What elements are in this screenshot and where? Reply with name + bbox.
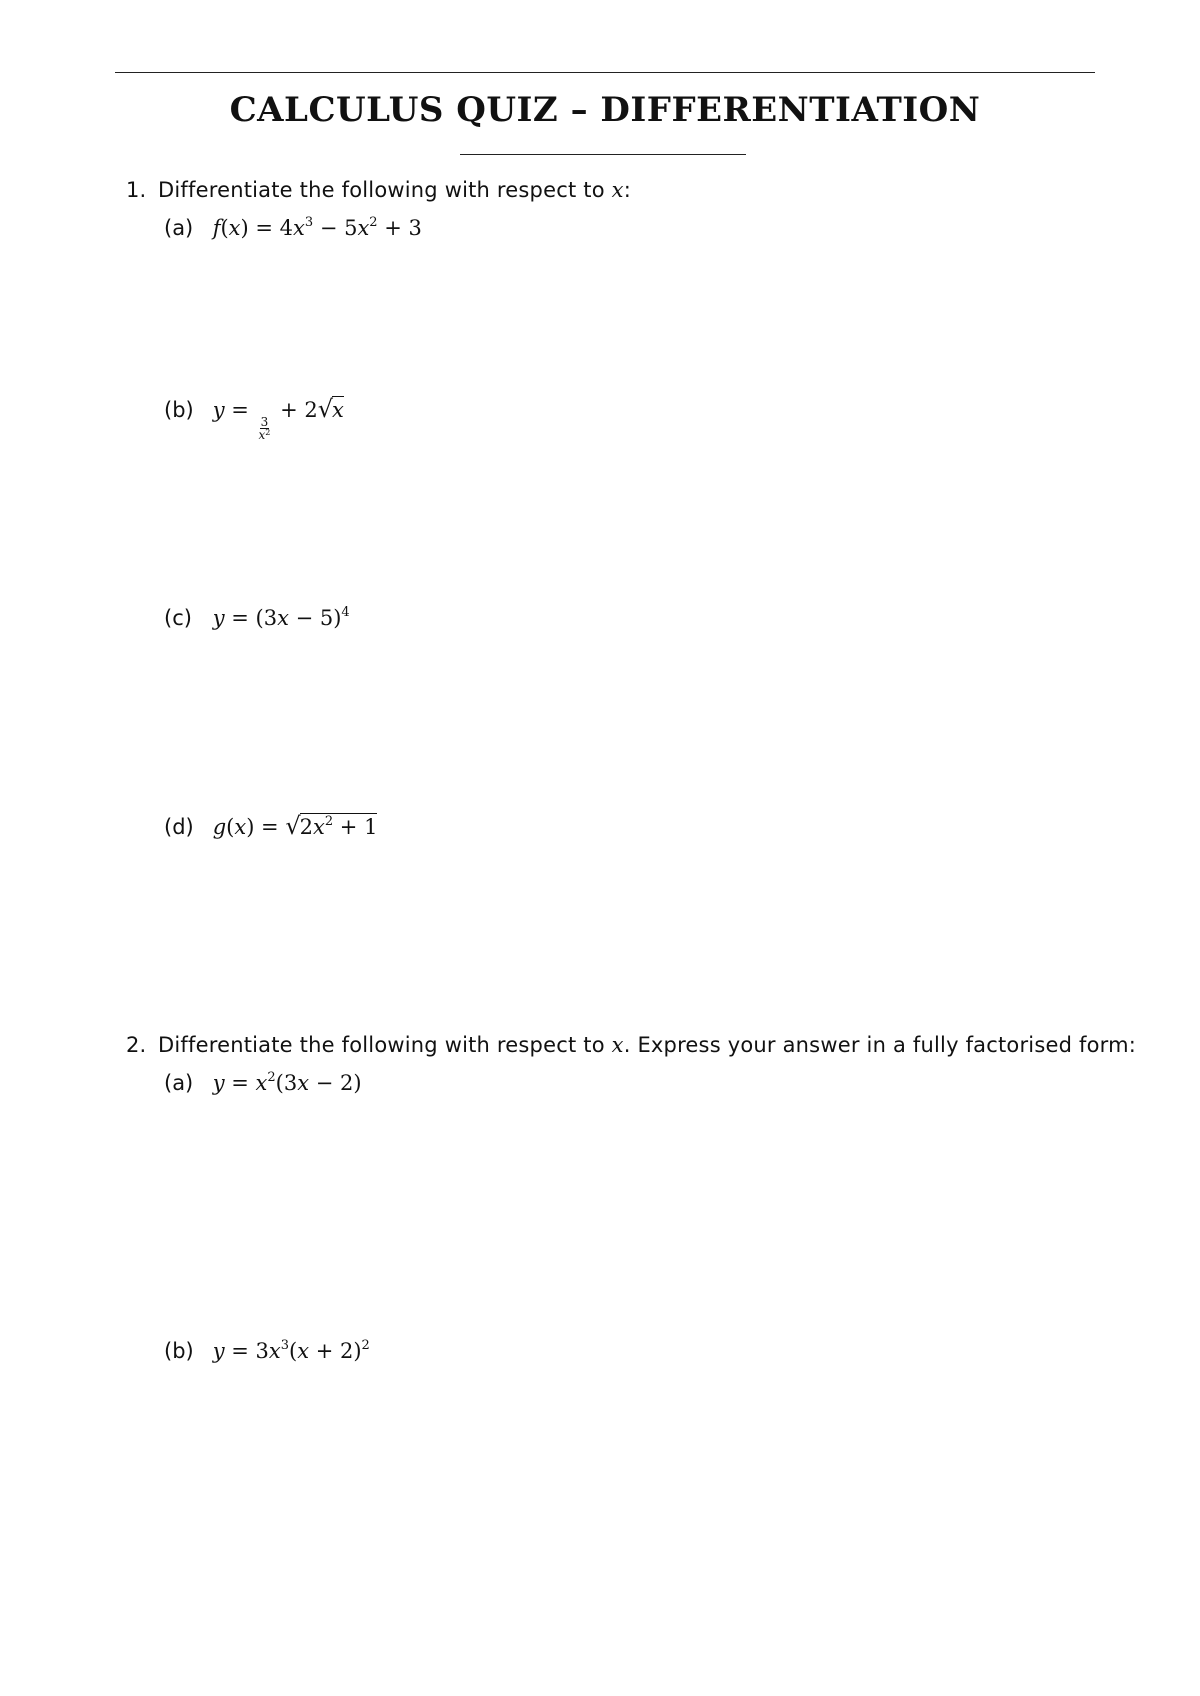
question-variable: x	[611, 1033, 624, 1057]
part-expression: $f(x) = 4x^3 - 5x^2 + 3$	[212, 215, 422, 240]
question-number: 2.	[126, 1033, 147, 1057]
title-underline	[460, 154, 746, 155]
question-1b	[164, 395, 344, 442]
question-2a	[164, 1071, 362, 1095]
part-expression: $y = (3x - 5)^4$	[212, 605, 350, 630]
question-1c	[164, 606, 350, 630]
part-label: (a)	[164, 216, 194, 240]
part-label: (b)	[164, 1339, 194, 1363]
question-stem-end: . Express your answer in a fully factorised form:	[623, 1033, 1137, 1057]
question-2b	[164, 1339, 370, 1363]
question-variable: x	[611, 178, 624, 202]
question-1d	[164, 812, 378, 840]
part-label: (a)	[164, 1071, 194, 1095]
question-stem: Differentiate the following with respect to	[158, 178, 605, 202]
top-rule	[115, 72, 1095, 73]
part-expression: $y = x^2(3x - 2)$	[212, 1070, 362, 1095]
part-expression: $y = 3x^3(x + 2)^2$	[212, 1338, 370, 1363]
part-label: (b)	[164, 398, 194, 422]
question-stem: Differentiate the following with respect to	[158, 1033, 605, 1057]
part-label: (d)	[164, 815, 194, 839]
page-title: CALCULUS QUIZ – DIFFERENTIATION	[229, 90, 981, 130]
question-number: 1.	[126, 178, 147, 202]
question-1	[126, 178, 631, 202]
part-label: (c)	[164, 606, 192, 630]
part-expression: $g(x) = √2x^2 + 1$	[212, 812, 378, 840]
question-stem-end: :	[623, 178, 631, 202]
question-1a	[164, 216, 422, 240]
part-expression: y = $\frac{3}{x^2}$ + 2√x	[212, 395, 344, 442]
question-2	[126, 1033, 1136, 1057]
